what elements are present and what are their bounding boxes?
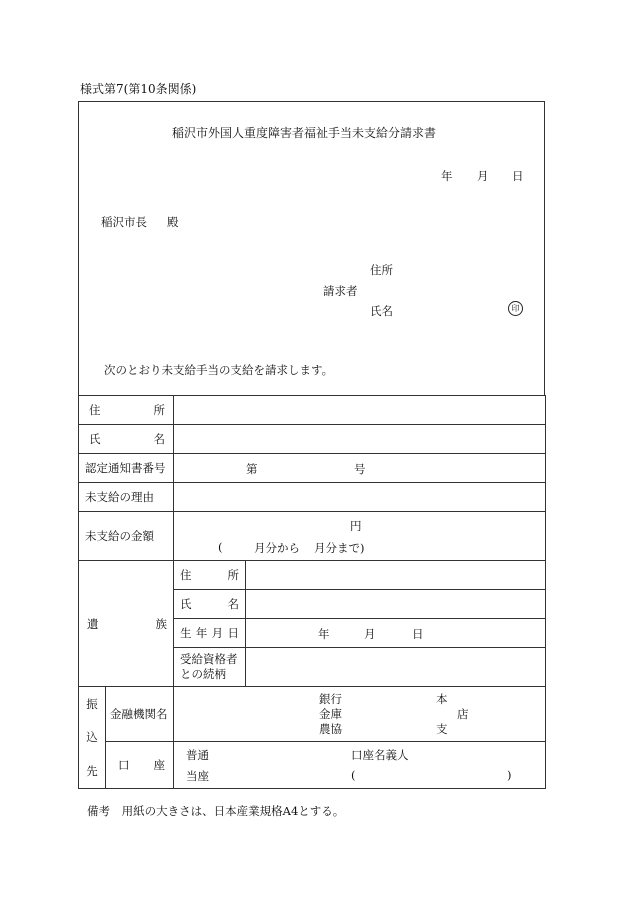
row-cert-no-label: 認定通知書番号: [79, 454, 174, 483]
shiten-label: 支: [436, 722, 448, 736]
holder-open: (: [351, 768, 356, 782]
claimant-name-label: 氏名: [370, 304, 393, 318]
form-header-box: [78, 101, 545, 395]
toza-label: 当座: [186, 769, 209, 783]
account-label: 口 座: [106, 742, 174, 789]
survivor-name-label: 氏 名: [174, 590, 246, 619]
addressee-honorific: 殿: [167, 215, 179, 229]
row-name-label: 氏 名: [79, 425, 174, 454]
survivor-name-field[interactable]: [246, 590, 546, 619]
form-reference: 様式第7(第10条関係): [80, 82, 197, 96]
date-day-label: 日: [512, 169, 524, 183]
holder-label: 口座名義人: [351, 748, 409, 762]
form-title: 稲沢市外国人重度障害者福祉手当未支給分請求書: [172, 126, 437, 140]
survivor-address-field[interactable]: [246, 561, 546, 590]
address-field[interactable]: [174, 396, 546, 425]
cert-go-label: 号: [354, 462, 366, 476]
futsu-label: 普通: [186, 748, 209, 762]
row-reason-label: 未支給の理由: [79, 483, 174, 512]
period-to-label: 月分まで): [314, 541, 365, 555]
seal-mark: 印: [508, 301, 523, 316]
nokyo-label: 農協: [319, 722, 342, 736]
claim-form-table: [78, 395, 546, 789]
survivor-label: 遺 族: [79, 561, 174, 687]
institution-field[interactable]: [174, 687, 546, 742]
footnote-label: 備考: [87, 804, 110, 818]
amount-field[interactable]: [174, 512, 546, 561]
footnote: [87, 803, 344, 819]
institution-label: 金融機関名: [106, 687, 174, 742]
bd-month-label: 月: [364, 627, 376, 641]
date-month-label: 月: [477, 169, 489, 183]
bd-year-label: 年: [318, 627, 330, 641]
footnote-text: 用紙の大きさは、日本産業規格A4とする。: [121, 804, 345, 818]
shinkin-label: 金庫: [319, 707, 342, 721]
survivor-relation-field[interactable]: [246, 648, 546, 687]
cert-no-field[interactable]: [174, 454, 546, 483]
ten-label: 店: [457, 707, 469, 721]
row-amount-label: 未支給の金額: [79, 512, 174, 561]
holder-close: ): [507, 768, 512, 782]
claimant-label: 請求者: [323, 284, 358, 298]
period-open: (: [218, 540, 223, 554]
yen-label: 円: [350, 519, 362, 533]
honten-label: 本: [436, 692, 448, 706]
transfer-label: 振 込 先: [79, 687, 106, 789]
period-from-label: 月分から: [254, 541, 300, 555]
row-address-label: 住 所: [79, 396, 174, 425]
addressee-name: 稲沢市長: [101, 215, 147, 229]
addressee: [101, 214, 179, 230]
cert-dai-label: 第: [246, 462, 258, 476]
survivor-birthdate-field[interactable]: [246, 619, 546, 648]
survivor-birthdate-label: 生 年 月 日: [174, 619, 246, 648]
account-field[interactable]: [174, 742, 546, 789]
survivor-address-label: 住 所: [174, 561, 246, 590]
bank-label: 銀行: [319, 692, 342, 706]
bd-day-label: 日: [412, 627, 424, 641]
date-year-label: 年: [441, 169, 453, 183]
intro-text: 次のとおり未支給手当の支給を請求します。: [104, 363, 334, 377]
reason-field[interactable]: [174, 483, 546, 512]
survivor-relation-label: 受給資格者 との続柄: [174, 648, 246, 687]
claimant-address-label: 住所: [370, 263, 393, 277]
name-field[interactable]: [174, 425, 546, 454]
